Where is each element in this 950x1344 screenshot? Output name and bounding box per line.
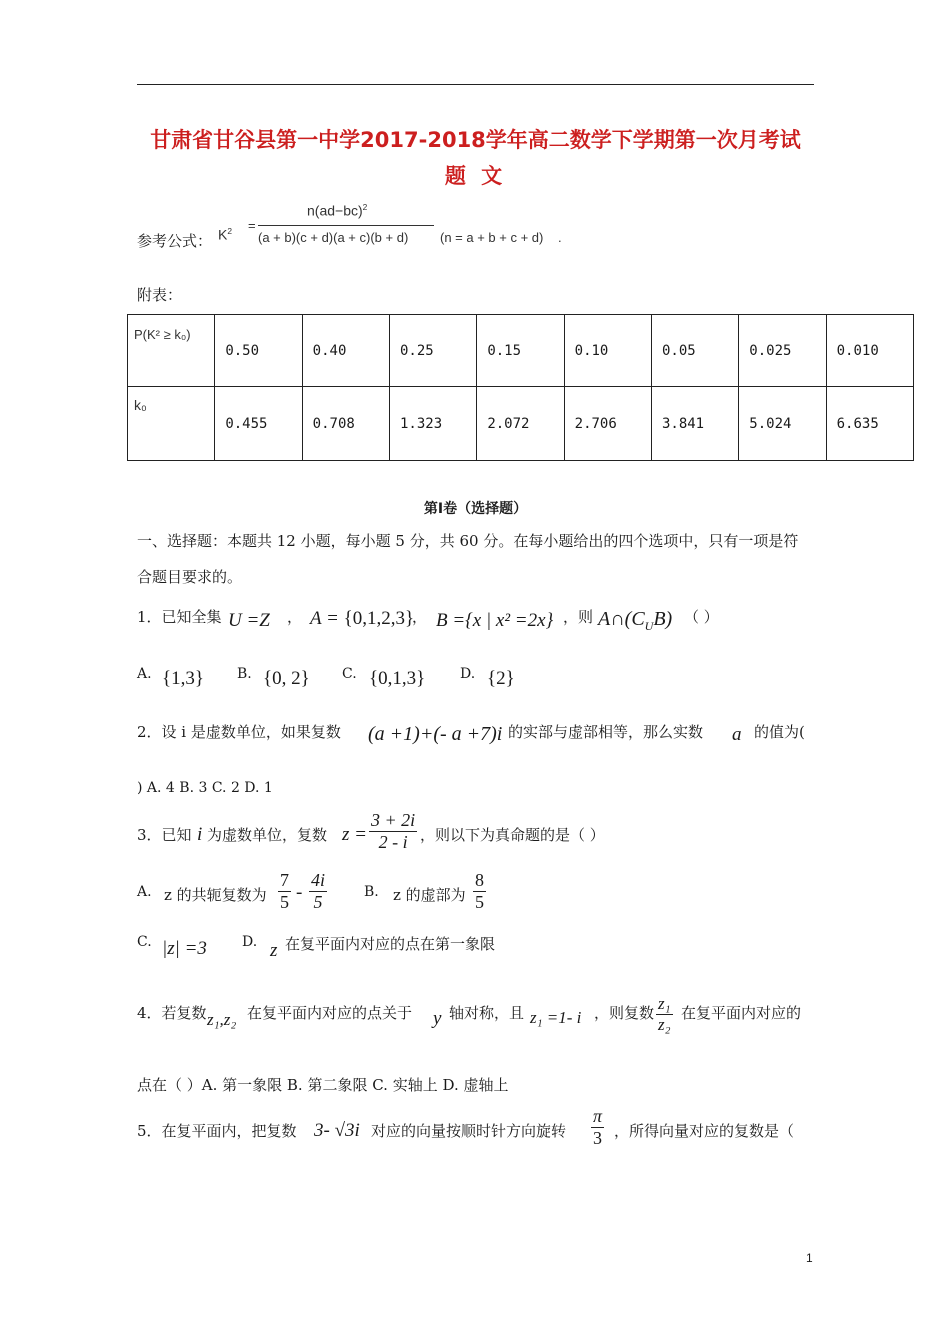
- q3-option-c: |z| =3: [162, 938, 207, 959]
- q1-set-b: B ={x | x² =2x}: [436, 610, 554, 631]
- table-cell: 6.635: [826, 387, 913, 461]
- q4-lead: 4．若复数: [137, 1004, 207, 1022]
- table-cell: 0.025: [739, 315, 826, 387]
- q2-lead: 2．设 i 是虚数单位，如果复数: [137, 723, 341, 741]
- q4-mid1: 在复平面内对应的点关于: [247, 1004, 413, 1022]
- q3-option-d-label: D.: [242, 934, 258, 950]
- q4-y: y: [433, 1008, 442, 1029]
- q1-option-c: {0,1,3}: [369, 668, 426, 689]
- q3-option-b-text: z 的虚部为: [393, 886, 466, 904]
- table-header-k: k₀: [128, 387, 215, 461]
- table-cell: 2.072: [477, 387, 564, 461]
- q2-expression: (a +1)+(- a +7)i: [368, 723, 503, 745]
- table-cell: 0.455: [215, 387, 302, 461]
- q3-option-d-text: 在复平面内对应的点在第一象限: [285, 935, 496, 953]
- critical-value-table: [127, 314, 914, 461]
- q1-option-b: {0, 2}: [263, 668, 310, 689]
- page-number: 1: [806, 1251, 813, 1265]
- table-cell: 0.708: [302, 387, 389, 461]
- table-cell: 0.50: [215, 315, 302, 387]
- q2-tail: 的值为(: [754, 723, 805, 741]
- table-cell: 5.024: [739, 387, 826, 461]
- q3-option-a-text: z 的共轭复数为: [164, 886, 267, 904]
- header-rule: [137, 84, 814, 85]
- q1-option-c-label: C.: [342, 666, 357, 682]
- table-cell: 1.323: [389, 387, 476, 461]
- table-cell: 2.706: [564, 387, 651, 461]
- q4-z1z2: z₁,z₂: [207, 1010, 237, 1029]
- q1-option-d: {2}: [487, 668, 515, 689]
- formula-n-definition: (n = a + b + c + d): [440, 230, 544, 245]
- q4-fraction: $\frac{\text{z₁}}{\text{z₂}}$: [658, 994, 671, 1034]
- q1-then: ，则: [563, 608, 594, 626]
- q5-expression: 3- √3i: [314, 1120, 360, 1141]
- q1-option-d-label: D.: [460, 666, 476, 682]
- formula-period: .: [558, 230, 562, 245]
- q2-options: ) A. 4 B. 3 C. 2 D. 1: [137, 780, 273, 796]
- table-header-p: P(K² ≥ k₀): [128, 315, 215, 387]
- q1-universal-set: U =Z: [228, 610, 270, 631]
- appendix-label: 附表：: [137, 286, 183, 304]
- q3-tail: ，则以下为真命题的是（ ）: [420, 826, 605, 844]
- formula-numerator: $n(ad-bc)^2$: [307, 202, 368, 219]
- table-cell: 0.40: [302, 315, 389, 387]
- q2-var-a: a: [732, 724, 742, 745]
- table-cell: 0.10: [564, 315, 651, 387]
- q3-option-a-frac2: $\frac{4i}{5}$: [311, 870, 326, 912]
- doc-title-line2: 题 文: [444, 164, 507, 188]
- q1-sep: ，: [287, 608, 303, 626]
- table-row-p: [128, 315, 914, 387]
- q3-z: z =: [342, 824, 367, 845]
- q1-option-a: {1,3}: [162, 668, 204, 689]
- q3-option-a-minus: -: [296, 882, 303, 903]
- q4-z1-value: z₁ =1- i: [530, 1008, 582, 1027]
- q4-mid2: 轴对称，且: [449, 1004, 525, 1022]
- q1-lead: 1．已知全集: [137, 608, 222, 626]
- doc-title-line1: 甘肃省甘谷县第一中学2017-2018学年高二数学下学期第一次月考试: [150, 128, 801, 152]
- q3-i: i: [197, 824, 203, 845]
- q4-options: 点在（ ）A. 第一象限 B. 第二象限 C. 实轴上 D. 虚轴上: [137, 1076, 509, 1094]
- q5-fraction: $\frac{\pi}{3}$: [593, 1106, 603, 1148]
- q5-mid: 对应的向量按顺时针方向旋转: [371, 1122, 567, 1140]
- formula-eq: =: [248, 218, 256, 233]
- q4-tail: 在复平面内对应的: [681, 1004, 802, 1022]
- q5-lead: 5．在复平面内，把复数: [137, 1122, 297, 1140]
- q3-option-c-label: C.: [137, 934, 152, 950]
- table-cell: 0.15: [477, 315, 564, 387]
- q3-option-a-frac1: $\frac{7}{5}$: [280, 870, 289, 912]
- q3-fraction: $\frac{3 + 2i}{2 - i}$: [371, 810, 416, 852]
- q1-expression: $A\cap(C_UB)$: [598, 608, 673, 633]
- q3-option-a-label: A.: [137, 884, 152, 900]
- instructions-line2: 合题目要求的。: [137, 568, 243, 586]
- table-cell: 0.05: [651, 315, 738, 387]
- q3-option-b-frac: $\frac{8}{5}$: [475, 870, 484, 912]
- q3-mid: 为虚数单位，复数: [207, 826, 328, 844]
- formula-fraction-bar: [258, 225, 434, 226]
- q3-option-b-label: B.: [364, 884, 379, 900]
- table-cell: 3.841: [651, 387, 738, 461]
- q1-set-a: A = {0,1,2,3}: [310, 608, 415, 629]
- q1-option-b-label: B.: [237, 666, 252, 682]
- q1-option-a-label: A.: [137, 666, 152, 682]
- formula-label: 参考公式：: [137, 232, 213, 250]
- q5-tail: ，所得向量对应的复数是（: [614, 1122, 795, 1140]
- q3-option-d-z: z: [270, 940, 278, 961]
- formula-denominator: (a + b)(c + d)(a + c)(b + d): [258, 230, 409, 245]
- q1-sep: ，: [412, 608, 428, 626]
- q4-mid3: ，则复数: [594, 1004, 655, 1022]
- q1-answer-paren: （ ）: [684, 608, 719, 626]
- table-cell: 0.25: [389, 315, 476, 387]
- section-title: 第Ⅰ卷（选择题）: [423, 501, 528, 517]
- instructions-line1: 一、选择题：本题共 12 小题，每小题 5 分，共 60 分。在每小题给出的四个选项中，只有一项是符: [137, 532, 799, 550]
- table-row-k: [128, 387, 914, 461]
- q3-lead: 3．已知: [137, 826, 192, 844]
- q2-mid: 的实部与虚部相等，那么实数: [508, 723, 704, 741]
- formula-k2: $K^2$: [218, 226, 233, 243]
- table-cell: 0.010: [826, 315, 913, 387]
